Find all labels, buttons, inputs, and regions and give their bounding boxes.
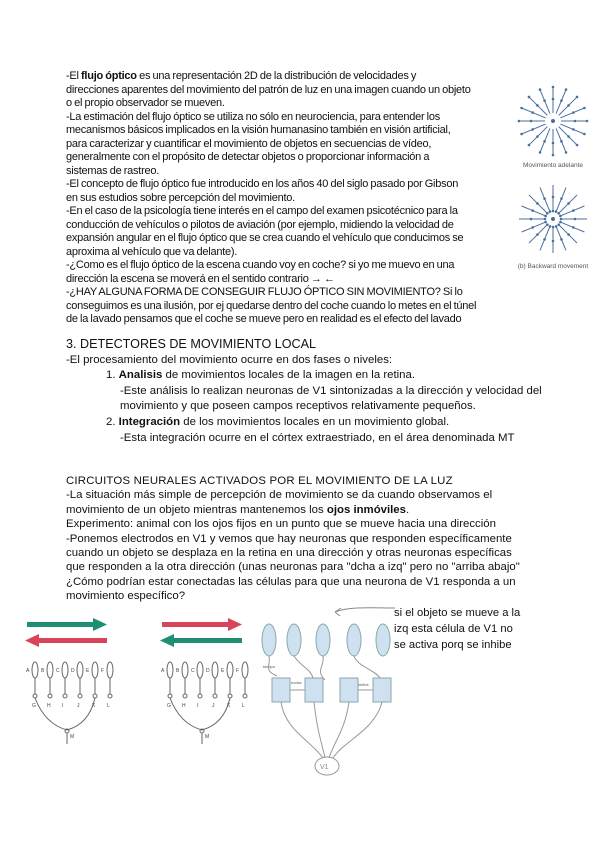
text-segment: ¿Cómo podrían estar conectadas las células para que una neurona de V1 responda a un [66,575,516,588]
text-segment: Experimento: animal con los ojos fijos en un punto que se mueve hacia una dirección [66,518,496,531]
text-segment: conducción de vehículos o pilotos de aviación (por ejemplo, midiendo la velocidad de [66,218,454,231]
detector-units [272,678,391,702]
contraction-arrows-icon [508,180,598,258]
flow-arrow [560,222,573,227]
flow-arrow [569,137,577,145]
circuit-label: M [205,734,210,740]
text-segment: de los movimientos locales en un movimiento global. [180,415,450,428]
text-segment: aproxima al vehículo que va delante). [66,245,238,258]
text-segment: movimiento de un objeto mientras mantenemos los [66,503,327,516]
bold-term: ojos inmóviles [326,503,406,516]
sketch-label: V1 [320,764,329,771]
circuit-label: F [236,668,240,674]
bold-term: flujo óptico [81,70,137,82]
text-segment: -¿Como es el flujo óptico de la escena cuando voy en coche? si yo me muevo en una [66,259,455,271]
flow-arrow [540,239,545,250]
flow-arrow [556,101,561,114]
text-line [66,353,542,369]
flow-arrow [529,235,537,243]
text-segment: -En el caso de la psicología tiene interés en el campo del examen psicotécnico para la [66,205,458,217]
text-line [66,488,520,502]
flow-arrow [545,128,550,141]
text-line [66,232,504,246]
flow-arrow [559,105,569,115]
text-line [66,124,504,138]
circuit-label: D [71,668,75,674]
circuit-label: H [47,703,51,709]
flow-arrow [529,97,537,105]
note-line: se activa porq se inhibe [394,638,512,651]
text-line [66,560,520,574]
text-segment: cuando un objeto se desplaza en la retina en una dirección y otras neuronas específicas [66,547,512,560]
expansion-arrows-icon [508,85,598,157]
text-segment: -La situación más simple de percepción de movimiento se da cuando observamos el [66,489,493,502]
optical-flow-section [66,70,504,327]
note-line: izq esta célula de V1 no [394,622,513,635]
text-line [66,70,504,84]
circuit-label: L [242,703,245,709]
flow-arrow [522,227,533,232]
text-segment: generalmente con el propósito de detectar objetos o proporcionar información a [66,151,430,163]
flow-arrow [540,188,545,199]
forward-flow-figure [508,85,598,169]
text-line [66,503,520,517]
text-segment: para caracterizar y cuantificar el movimiento de objetos en secuencias de vídeo, [66,137,432,150]
sketch-label: tiempo [263,664,276,669]
section-3 [66,474,520,604]
flow-arrow [522,108,533,113]
circuit-label: G [167,703,171,709]
circuit-label: C [191,668,195,674]
circuit-label: E [86,668,90,674]
circuit-label: I [197,703,199,709]
figure-caption: (b) Backward movement [517,263,589,270]
text-segment: -La estimación del flujo óptico se utiliza no sólo en neurociencia, para entender los [66,110,440,123]
text-line [66,192,504,206]
text-segment: -Este análisis lo realizan neuronas de V1 sintonizadas a la dirección y velocidad del [120,384,542,397]
circuit-label: F [101,668,105,674]
text-line [66,300,504,314]
flow-arrow [545,101,550,114]
flow-arrow [540,90,545,101]
circuit-label: M [70,734,75,740]
text-line [66,517,520,531]
bold-term: Analisis [118,369,163,382]
backward-flow-figure [508,180,598,270]
text-line [66,368,542,384]
circuit-label: J [212,703,215,709]
flow-arrow [522,206,533,211]
flow-arrow [537,127,547,137]
flow-arrow [559,225,569,235]
text-line [66,431,542,447]
circuit-label: D [206,668,210,674]
text-segment: -El concepto de flujo óptico fue introducido en los años 40 del siglo pasado por Gibson [66,178,459,190]
receptor-cells [262,624,390,656]
flow-arrow [533,113,546,118]
text-line [66,219,504,233]
direction-arrow [162,622,230,627]
flow-arrow [561,141,566,152]
bold-term: Integración [118,415,181,428]
circuit-label: G [32,703,36,709]
text-line [66,313,504,327]
text-line [66,273,504,287]
flow-arrow [529,195,537,203]
flow-arrow [573,129,584,134]
flow-arrow [533,222,546,227]
flow-arrow [556,128,561,141]
left-arrow-icon [335,608,395,612]
circuit-label: L [107,703,110,709]
text-segment: -El procesamiento del movimiento ocurre en dos fases o niveles: [66,353,393,366]
text-segment: -Ponemos electrodos en V1 y vemos que hay neuronas que responden específicamente [66,532,512,545]
circuit-label: J [77,703,80,709]
flow-arrow [569,97,577,105]
text-line [66,178,504,192]
circuit-label: K [92,703,96,709]
text-segment: direcciones aparentes del movimiento del patrón de luz en una imagen cuando un objeto [66,83,471,96]
flow-arrow [569,235,577,243]
circuit-label: C [56,668,60,674]
flow-arrow [560,211,573,216]
sketch-label: inhibe [358,682,369,687]
text-segment: que responden a la otra dirección (unas neuronas para "dcha a izq" pero no "arriba abajo" [66,561,520,574]
sketch-label: excita [291,680,302,685]
flow-arrow [533,124,546,129]
flow-arrow [569,195,577,203]
text-line [66,532,520,546]
flow-arrow [545,199,550,212]
note-line: si el objeto se mueve a la [394,607,521,619]
reichardt-circuit-right [150,612,250,747]
text-segment: es una representación 2D de la distribución de velocidades y [136,70,417,82]
text-segment: . [405,503,410,516]
text-segment: movimiento y que poseen campos receptivos relativamente pequeños. [120,400,476,413]
circuit-label: I [62,703,64,709]
text-line [66,286,504,300]
text-segment: en sus estudios sobre percepción del movimiento. [66,191,295,204]
text-line [66,165,504,179]
flow-arrow [560,113,573,118]
text-segment: -¿HAY ALGUNA FORMA DE CONSEGUIR FLUJO ÓPTICO SIN MOVIMIENTO? Si lo [66,286,463,298]
v1-connection-sketch [255,600,395,780]
flow-arrow [540,141,545,152]
flow-arrow [537,225,547,235]
flow-arrow [556,226,561,239]
reichardt-circuit-left [15,612,115,747]
text-line [66,138,504,152]
circuit-label: B [176,668,180,674]
text-segment: dirección la escena se moverá en el sentido contrario → ← [66,272,335,285]
flow-arrow [573,206,584,211]
text-line [66,151,504,165]
circuit-label: B [41,668,45,674]
flow-arrow [537,203,547,213]
text-segment: 2. [106,415,119,428]
flow-arrow [559,203,569,213]
flow-arrow [559,127,569,137]
text-segment: conseguimos es una ilusión, por ej quedarse dentro del coche cuando lo metes en el túnel [66,299,477,312]
circuit-label: H [182,703,186,709]
text-line [66,415,542,431]
text-segment: -Esta integración ocurre en el córtex extraestriado, en el área denominada MT [120,431,515,444]
text-segment: sistemas de rastreo. [66,164,160,177]
flow-arrow [561,188,566,199]
text-segment: movimiento específico? [66,590,186,603]
annotation-note [394,606,520,653]
flow-arrow [529,137,537,145]
direction-arrow [37,638,107,643]
text-segment: mecanismos básicos implicados en la visión humanasino también en visión artificial, [66,124,451,136]
text-segment: expansión angular en el flujo óptico que se crea cuando el vehículo que conducimos se [66,232,464,244]
text-segment: de movimientos locales de la imagen en la retina. [162,369,415,382]
text-segment: 1. [106,369,119,382]
text-line [66,259,504,273]
text-segment: -El [66,70,81,82]
text-line [66,546,520,560]
flow-arrow [537,105,547,115]
text-line [66,205,504,219]
flow-arrow [561,90,566,101]
figure-caption: Movimiento adelante [523,162,583,169]
text-line [66,97,504,111]
circuit-label: E [221,668,225,674]
section-heading: 3. DETECTORES DE MOVIMIENTO LOCAL [66,337,317,351]
flow-arrow [573,227,584,232]
flow-arrow [533,211,546,216]
text-line [66,246,504,260]
text-line [66,111,504,125]
text-line [66,575,520,589]
flow-arrow [573,108,584,113]
subsection-heading: CIRCUITOS NEURALES ACTIVADOS POR EL MOVIMIENTO DE LA LUZ [66,475,453,487]
text-line [66,84,504,98]
circuit-label: K [227,703,231,709]
flow-arrow [545,226,550,239]
direction-arrow [27,622,95,627]
text-line [66,384,542,400]
text-segment: o el propio observador se mueven. [66,97,225,109]
circuit-label: A [161,668,165,674]
direction-arrow [172,638,242,643]
flow-arrow [561,239,566,250]
section-2 [66,337,542,446]
flow-arrow [560,124,573,129]
flow-arrow [556,199,561,212]
flow-arrow [522,129,533,134]
circuit-label: A [26,668,30,674]
text-segment: de la lavado pensamos que el coche se mueve pero en realidad es el efecto del lavado [66,313,462,325]
text-line [66,399,542,415]
